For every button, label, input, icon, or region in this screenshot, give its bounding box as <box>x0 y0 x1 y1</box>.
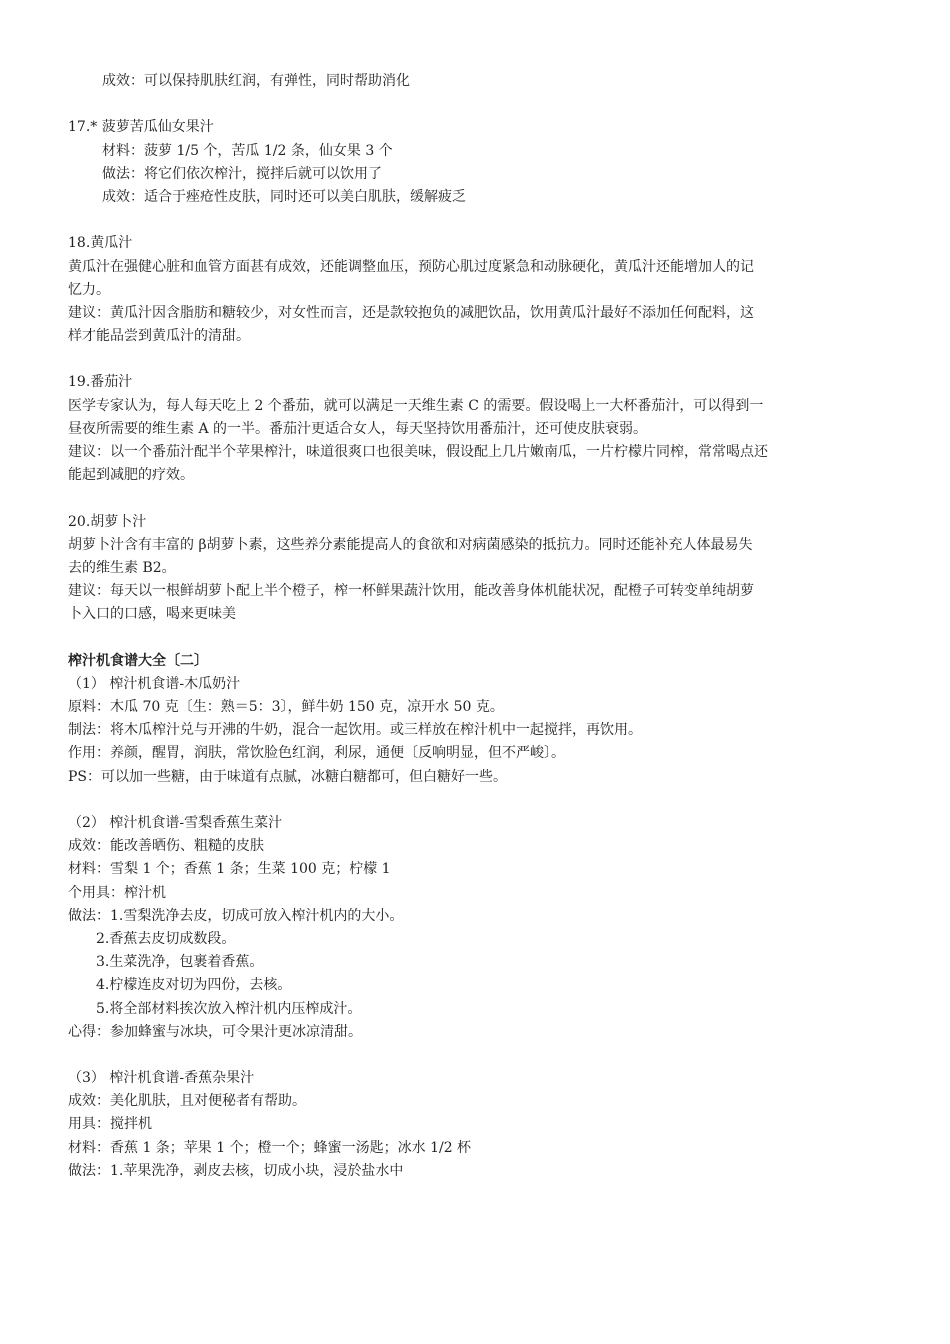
text-line: 19.番茄汁 <box>68 374 133 391</box>
text-line: 样才能品尝到黄瓜汁的清甜。 <box>68 328 250 345</box>
text-line: 17.* 菠萝苦瓜仙女果汁 <box>68 119 214 136</box>
text-line: （3） 榨汁机食谱-香蕉杂果汁 <box>68 1070 255 1087</box>
text-line: 5.将全部材料挨次放入榨汁机内压榨成汁。 <box>96 1000 362 1017</box>
text-line: 用具：搅拌机 <box>68 1116 152 1133</box>
text-line: 建议：以一个番茄汁配半个苹果榨汁，味道很爽口也很美味，假设配上几片嫩南瓜，一片柠檬片同榨，常常喝点还 <box>68 444 768 460</box>
paragraph-gap <box>68 209 898 232</box>
text-line: 材料：雪梨 1 个；香蕉 1 条；生菜 100 克；柠檬 1 <box>68 861 391 878</box>
text-line: 建议：黄瓜汁因含脂肪和糖较少，对女性而言，还是款较抱负的减肥饮品，饮用黄瓜汁最好不添加任何配料，这 <box>68 304 754 321</box>
paragraph-gap <box>68 487 898 510</box>
document-body <box>68 70 898 1183</box>
text-line: 材料：菠萝 1/5 个，苦瓜 1/2 条，仙女果 3 个 <box>102 142 393 159</box>
text-line: 成效：美化肌肤，且对便秘者有帮助。 <box>68 1093 306 1110</box>
text-line: PS：可以加一些糖，由于味道有点腻，冰糖白糖都可，但白糖好一些。 <box>68 768 508 785</box>
text-line: 18.黄瓜汁 <box>68 235 133 252</box>
text-line: （1） 榨汁机食谱-木瓜奶汁 <box>68 675 241 692</box>
paragraph-gap <box>68 1044 898 1067</box>
paragraph-gap <box>68 93 898 116</box>
text-line: 原料：木瓜 70 克〔生：熟＝5：3〕，鲜牛奶 150 克，凉开水 50 克。 <box>68 699 504 716</box>
text-line: 4.柠檬连皮对切为四份，去核。 <box>96 977 292 994</box>
paragraph-gap <box>68 627 898 650</box>
text-line: 卜入口的口感，喝来更味美 <box>68 606 236 623</box>
text-line: 20.胡萝卜汁 <box>68 513 147 530</box>
text-line: 昼夜所需要的维生素 A 的一半。番茄汁更适合女人，每天坚持饮用番茄汁，还可使皮肤衰弱。 <box>68 420 648 437</box>
text-line: 作用：养颜，醒胃，润肤，常饮脸色红润，利尿，通便〔反响明显，但不严峻〕。 <box>68 745 565 762</box>
text-line: 2.香蕉去皮切成数段。 <box>96 930 236 947</box>
text-line: 做法：1.雪梨洗净去皮，切成可放入榨汁机内的大小。 <box>68 907 404 924</box>
text-line: 材料：香蕉 1 条；苹果 1 个；橙一个；蜂蜜一汤匙；冰水 1/2 杯 <box>68 1139 472 1156</box>
paragraph-gap <box>68 789 898 812</box>
text-line: 能起到减肥的疗效。 <box>68 467 194 484</box>
text-line: 做法：将它们依次榨汁，搅拌后就可以饮用了 <box>102 165 382 182</box>
text-line: 去的维生素 B2。 <box>68 559 176 576</box>
text-line: 医学专家认为，每人每天吃上 2 个番茄，就可以满足一天维生素 C 的需要。假设喝上一大杯番茄汁，可以得到一 <box>68 397 764 414</box>
text-line: 建议：每天以一根鲜胡萝卜配上半个橙子，榨一杯鲜果蔬汁饮用，能改善身体机能状况，配橙子可转变单纯胡萝 <box>68 583 754 600</box>
text-line: 成效：可以保持肌肤红润，有弹性，同时帮助消化 <box>102 73 410 89</box>
text-line: 胡萝卜汁含有丰富的 β胡萝卜素，这些养分素能提高人的食欲和对病菌感染的抵抗力。同时还能补充人体最易失 <box>68 536 753 553</box>
text-line: 成效：能改善晒伤、粗糙的皮肤 <box>68 838 264 855</box>
text-line: 做法：1.苹果洗净，剥皮去核，切成小块，浸於盐水中 <box>68 1162 404 1179</box>
text-line: 3.生菜洗净，包裹着香蕉。 <box>96 954 264 971</box>
section-heading: 榨汁机食谱大全〔二〕 <box>68 652 208 669</box>
paragraph-gap <box>68 348 898 371</box>
text-line: 成效：适合于痤疮性皮肤，同时还可以美白肌肤，缓解疲乏 <box>102 188 466 205</box>
text-line: 心得：参加蜂蜜与冰块，可令果汁更冰凉清甜。 <box>68 1023 362 1040</box>
text-line: 黄瓜汁在强健心脏和血管方面甚有成效，还能调整血压，预防心肌过度紧急和动脉硬化，黄瓜汁还能增加人的记 <box>68 258 754 275</box>
text-line: 制法：将木瓜榨汁兑与开沸的牛奶，混合一起饮用。或三样放在榨汁机中一起搅拌，再饮用。 <box>68 722 642 739</box>
text-line: 个用具：榨汁机 <box>68 884 166 901</box>
text-line: （2） 榨汁机食谱-雪梨香蕉生菜汁 <box>68 815 283 831</box>
text-line: 忆力。 <box>68 281 110 298</box>
